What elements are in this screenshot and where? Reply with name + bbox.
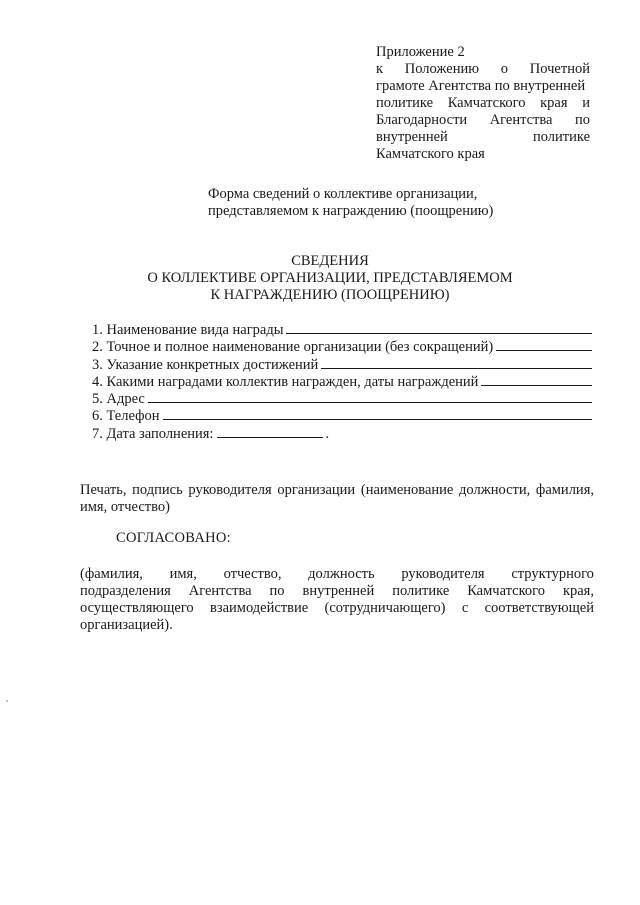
coordination-note <box>80 566 594 634</box>
field-phone <box>92 406 592 423</box>
field-organization-name <box>92 337 592 354</box>
appendix-word: к <box>376 61 384 77</box>
coordination-word: отчество, <box>223 566 282 582</box>
field-achievements <box>92 355 592 372</box>
form-note-line-1: Форма сведений о коллективе организации, <box>208 186 478 202</box>
fill-line[interactable] <box>496 337 592 351</box>
scan-speck <box>6 700 8 702</box>
date-tail: . <box>325 425 330 442</box>
title-line-2: О КОЛЛЕКТИВЕ ОРГАНИЗАЦИИ, ПРЕДСТАВЛЯЕМОМ <box>147 270 513 286</box>
date-fill-line[interactable] <box>217 424 323 438</box>
coordination-word: политике <box>392 583 450 599</box>
field-fill-date <box>92 424 592 441</box>
appendix-word: о <box>500 61 509 77</box>
coordination-word: внутренней <box>302 583 375 599</box>
appendix-word: и <box>582 95 590 111</box>
coordination-word: с <box>461 600 469 616</box>
title-line-3: К НАГРАЖДЕНИЮ (ПООЩРЕНИЮ) <box>210 287 450 303</box>
appendix-line-4 <box>376 95 590 112</box>
appendix-line-7: Камчатского края <box>376 146 485 162</box>
field-label: 4. Какими наградами коллектив награжден, даты награждений <box>92 373 479 390</box>
appendix-number: Приложение 2 <box>376 44 465 60</box>
fill-line[interactable] <box>163 406 593 420</box>
appendix-word: Камчатского <box>447 95 526 111</box>
appendix-word: Агентства <box>489 112 553 128</box>
coordination-word: Агентства <box>188 583 252 599</box>
coordination-word: подразделения <box>80 583 171 599</box>
fill-line[interactable] <box>481 372 592 386</box>
coordination-word: (фамилия, <box>80 566 143 582</box>
appendix-word: политике <box>376 95 434 111</box>
fill-line[interactable] <box>321 355 592 369</box>
coordination-word: взаимодействие <box>210 600 309 616</box>
signature-note: Печать, подпись руководителя организации (наименование должности, фамилия, имя, отчество) <box>80 482 594 515</box>
field-label: 2. Точное и полное наименование организации (без сокращений) <box>92 339 494 356</box>
field-label: 3. Указание конкретных достижений <box>92 356 319 373</box>
document-title <box>100 253 560 304</box>
field-previous-awards <box>92 372 592 389</box>
field-label: 7. Дата заполнения: <box>92 425 214 442</box>
appendix-line-5 <box>376 112 590 129</box>
coordination-line-4: организацией). <box>80 617 173 633</box>
appendix-word: Положению <box>404 61 480 77</box>
appendix-line-6 <box>376 129 590 146</box>
appendix-line-2 <box>376 61 590 78</box>
title-line-1: СВЕДЕНИЯ <box>291 253 369 269</box>
coordination-word: Камчатского <box>467 583 545 599</box>
appendix-word: внутренней <box>376 129 448 145</box>
field-award-type <box>92 320 592 337</box>
coordination-line-3 <box>80 600 594 617</box>
agreed-heading: СОГЛАСОВАНО: <box>116 530 231 546</box>
appendix-line-3: грамоте Агентства по внутренней <box>376 78 586 94</box>
field-label: 1. Наименование вида награды <box>92 322 284 338</box>
fill-line[interactable] <box>286 320 592 334</box>
coordination-word: осуществляющего <box>80 600 194 616</box>
fields-list <box>92 320 592 441</box>
appendix-word: края <box>540 95 568 111</box>
coordination-word: по <box>269 583 285 599</box>
coordination-line-2 <box>80 583 594 600</box>
appendix-word: политике <box>532 129 590 145</box>
appendix-header <box>376 44 590 163</box>
coordination-word: (сотрудничающего) <box>324 600 446 616</box>
form-note-line-2: представляемом к награждению (поощрению) <box>208 203 494 219</box>
form-note <box>208 186 528 220</box>
appendix-word: по <box>574 112 590 128</box>
coordination-word: структурного <box>511 566 594 582</box>
coordination-word: имя, <box>169 566 197 582</box>
field-address <box>92 389 592 406</box>
coordination-word: руководителя <box>401 566 485 582</box>
coordination-word: соответствующей <box>484 600 594 616</box>
coordination-word: должность <box>308 566 375 582</box>
appendix-word: Почетной <box>529 61 590 77</box>
coordination-line-1 <box>80 566 594 583</box>
appendix-word: Благодарности <box>376 112 468 128</box>
field-label: 6. Телефон <box>92 408 160 425</box>
fill-line[interactable] <box>148 389 592 403</box>
field-label: 5. Адрес <box>92 391 145 408</box>
coordination-word: края, <box>562 583 594 599</box>
